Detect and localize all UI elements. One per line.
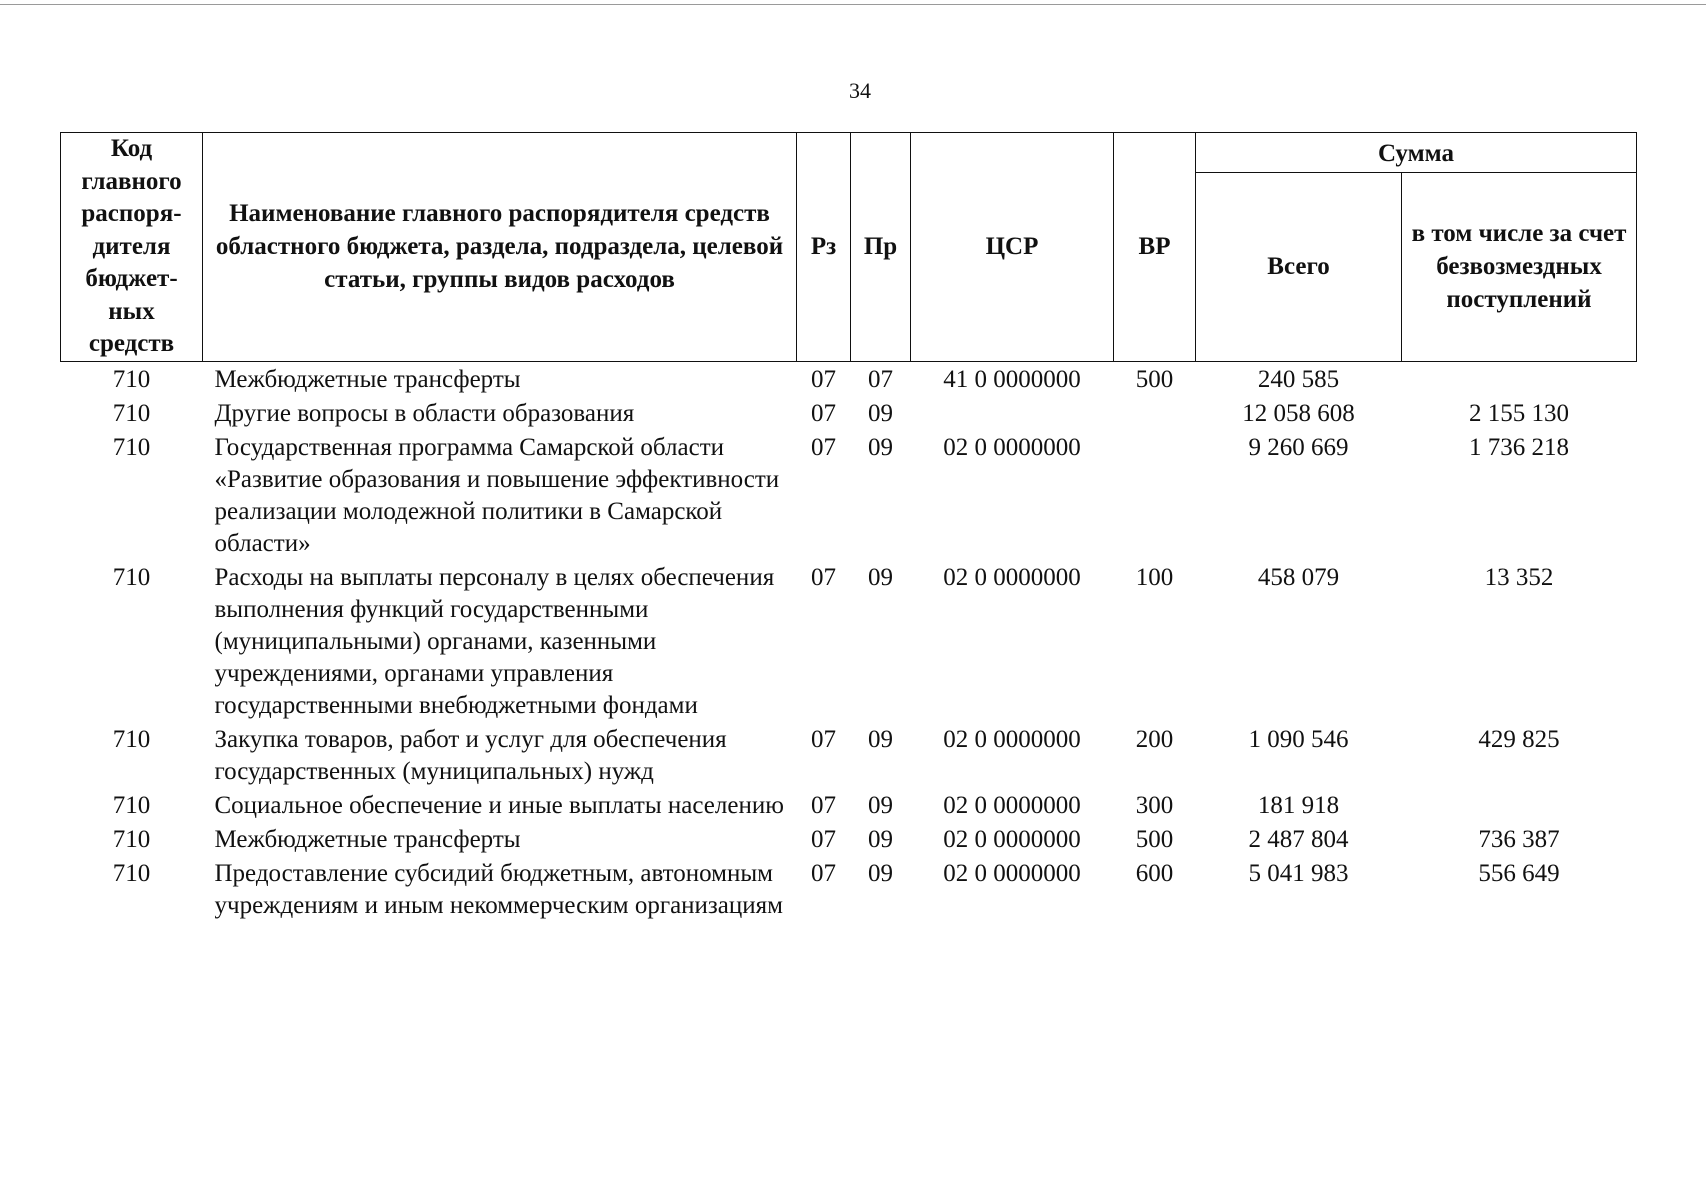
- cell-code: 710: [112, 399, 151, 427]
- cell-vr: [1114, 431, 1196, 561]
- cell-code: 710: [112, 563, 151, 591]
- header-csr: ЦСР: [911, 133, 1114, 362]
- cell-csr: [911, 397, 1114, 431]
- table-row: [61, 431, 1637, 561]
- header-total: Всего: [1196, 173, 1402, 362]
- cell-code: 710: [112, 859, 151, 887]
- cell-partial: [1402, 361, 1637, 397]
- cell-total: 2 487 804: [1248, 825, 1349, 853]
- cell-csr: 02 0 0000000: [943, 725, 1081, 753]
- cell-partial: 556 649: [1478, 859, 1560, 887]
- table-row: [61, 361, 1637, 397]
- cell-pr: 09: [868, 859, 893, 887]
- cell-pr: 09: [868, 433, 893, 461]
- cell-partial: 13 352: [1484, 563, 1554, 591]
- table-row: [61, 397, 1637, 431]
- cell-total: 5 041 983: [1248, 859, 1349, 887]
- table-row: [61, 723, 1637, 789]
- cell-code: 710: [112, 791, 151, 819]
- cell-rz: 07: [811, 399, 836, 427]
- cell-code: 710: [112, 825, 151, 853]
- cell-csr: 02 0 0000000: [943, 859, 1081, 887]
- cell-rz: 07: [811, 725, 836, 753]
- cell-total: 181 918: [1257, 791, 1340, 819]
- cell-csr: 02 0 0000000: [943, 563, 1081, 591]
- cell-rz: 07: [811, 825, 836, 853]
- cell-rz: 07: [811, 859, 836, 887]
- cell-name: Государственная программа Самарской области «Развитие образования и повышение эффективности реализации молодежной политики в Самарской области»: [214, 433, 780, 557]
- cell-code: 710: [112, 365, 151, 393]
- cell-pr: 09: [868, 399, 893, 427]
- cell-csr: 02 0 0000000: [943, 791, 1081, 819]
- cell-vr: 600: [1135, 859, 1174, 887]
- cell-partial: 429 825: [1478, 725, 1560, 753]
- header-vr: ВР: [1114, 133, 1196, 362]
- cell-partial: 1 736 218: [1469, 433, 1569, 461]
- cell-vr: 300: [1135, 791, 1174, 819]
- cell-total: 458 079: [1257, 563, 1340, 591]
- header-sum: Сумма: [1196, 133, 1637, 173]
- cell-partial: [1402, 789, 1637, 823]
- cell-name: Межбюджетные трансферты: [214, 825, 521, 853]
- cell-code: 710: [112, 433, 151, 461]
- cell-pr: 09: [868, 563, 893, 591]
- cell-total: 9 260 669: [1248, 433, 1349, 461]
- cell-name: Межбюджетные трансферты: [214, 365, 521, 393]
- budget-table: [60, 132, 1637, 923]
- cell-total: 12 058 608: [1242, 399, 1355, 427]
- cell-rz: 07: [811, 563, 836, 591]
- cell-csr: 41 0 0000000: [943, 365, 1081, 393]
- cell-pr: 09: [868, 791, 893, 819]
- cell-pr: 09: [868, 825, 893, 853]
- header-partial: в том числе за счет безвозмездных поступлений: [1402, 173, 1637, 362]
- cell-total: 1 090 546: [1248, 725, 1349, 753]
- cell-name: Закупка товаров, работ и услуг для обеспечения государственных (муниципальных) нужд: [214, 725, 727, 785]
- cell-pr: 09: [868, 725, 893, 753]
- header-code: Код главного распоря-дителя бюджет-ных средств: [61, 133, 203, 362]
- cell-name: Другие вопросы в области образования: [214, 399, 635, 427]
- cell-rz: 07: [811, 365, 836, 393]
- header-pr: Пр: [851, 133, 911, 362]
- cell-name: Расходы на выплаты персоналу в целях обеспечения выполнения функций государственными (муниципальными) органами, казенными учреждениями, органами управления государственными внебюджетными фондами: [214, 563, 775, 719]
- table-row: [61, 857, 1637, 923]
- table-row: [61, 789, 1637, 823]
- cell-name: Социальное обеспечение и иные выплаты населению: [214, 791, 784, 819]
- table-row: [61, 561, 1637, 723]
- cell-vr: 100: [1135, 563, 1174, 591]
- cell-rz: 07: [811, 791, 836, 819]
- cell-csr: 02 0 0000000: [943, 433, 1081, 461]
- top-rule: [0, 4, 1706, 5]
- cell-vr: 500: [1135, 825, 1174, 853]
- page-number: 34: [849, 78, 871, 103]
- cell-csr: 02 0 0000000: [943, 825, 1081, 853]
- header-name: Наименование главного распорядителя средств областного бюджета, раздела, подраздела, целевой статьи, группы видов расходов: [203, 133, 797, 362]
- cell-code: 710: [112, 725, 151, 753]
- table-row: [61, 823, 1637, 857]
- header-rz: Рз: [797, 133, 851, 362]
- cell-vr: 200: [1135, 725, 1174, 753]
- cell-partial: 736 387: [1478, 825, 1560, 853]
- cell-pr: 07: [868, 365, 893, 393]
- cell-rz: 07: [811, 433, 836, 461]
- cell-total: 240 585: [1257, 365, 1340, 393]
- cell-vr: [1114, 397, 1196, 431]
- header-row-1: [61, 133, 1637, 173]
- cell-name: Предоставление субсидий бюджетным, автономным учреждениям и иным некоммерческим организациям: [214, 859, 783, 919]
- cell-partial: 2 155 130: [1469, 399, 1569, 427]
- cell-vr: 500: [1135, 365, 1174, 393]
